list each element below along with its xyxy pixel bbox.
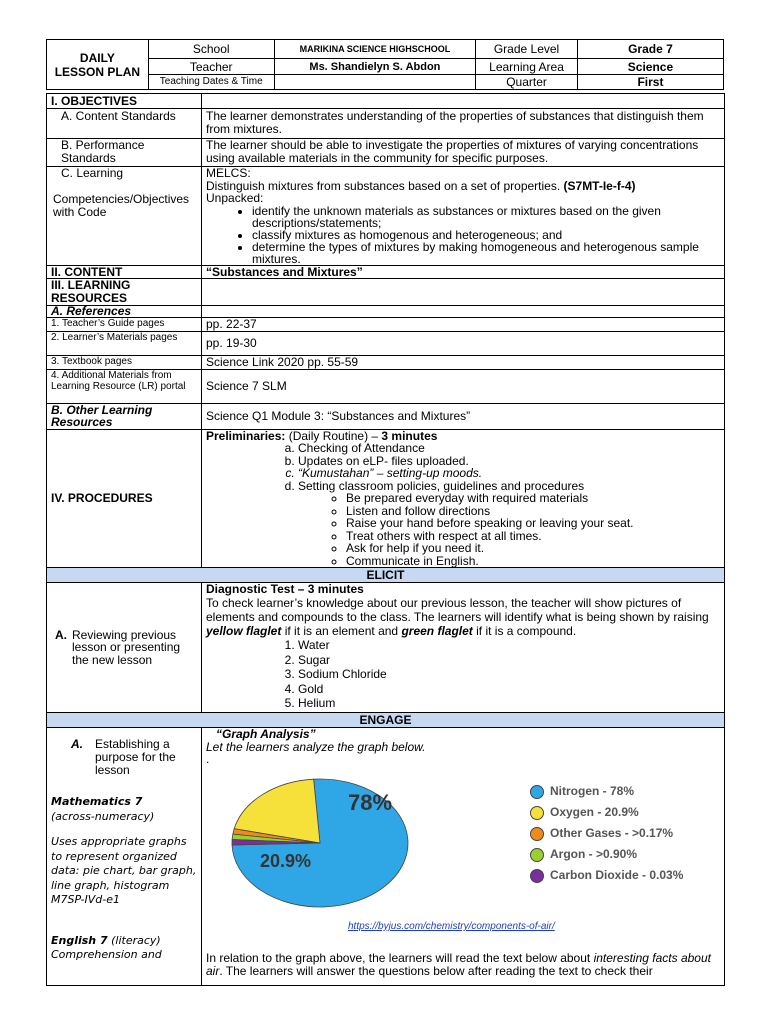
yellow-flaglet: yellow flaglet [206, 624, 282, 638]
legend-swatch [530, 869, 544, 883]
engage-label-text: Establishing a purpose for the lesson [95, 737, 176, 777]
source-link[interactable]: https://byjus.com/chemistry/components-of-air/ [348, 921, 555, 932]
english-sub: (literacy) [107, 933, 161, 947]
prelim-text: (Daily Routine) – [285, 428, 382, 443]
policy-list [298, 492, 720, 567]
dates-value [274, 75, 475, 90]
prelim-time: 3 minutes [381, 428, 438, 443]
pie-label-nitrogen: 78% [348, 790, 393, 815]
prelim-step: c. “Kumustahan” – setting-up moods. [298, 467, 720, 480]
legend-swatch [530, 827, 544, 841]
prelim-step [298, 480, 720, 568]
textbook-value: Science Link 2020 pp. 55-59 [202, 355, 725, 369]
unpacked-label: Unpacked: [206, 191, 264, 205]
lr-label: 4. Additional Materials from Learning Resource (LR) portal [47, 369, 202, 403]
elicit-text-2: if it is an element and [281, 624, 402, 638]
unpacked-item: • determine the types of mixtures by making homogeneous and heterogenous sample mixtures. [252, 241, 720, 265]
grade-label: Grade Level [476, 40, 578, 59]
content-standards-text: The learner demonstrates understanding of the properties of substances that distinguish them from mixtures. [202, 109, 725, 139]
dates-label: Teaching Dates & Time [148, 75, 274, 90]
elicit-label-text: Reviewing previous lesson or presenting the new lesson [72, 627, 181, 667]
diagnostic-item: 4. Gold [298, 682, 720, 697]
textbook-label: 3. Textbook pages [47, 355, 202, 369]
legend-item [530, 802, 683, 823]
resources-blank [202, 278, 725, 305]
diagnostic-item: 5. Helium [298, 696, 720, 711]
english-title: English 7 [51, 933, 108, 947]
legend-label: Argon - >0.90% [550, 847, 638, 862]
legend-swatch [530, 806, 544, 820]
teacher-label: Teacher [148, 59, 274, 75]
content-value: “Substances and Mixtures” [202, 265, 725, 278]
after-text-2: . The learners will answer the questions below after reading the text to check their [219, 964, 653, 978]
procedures-heading: IV. PROCEDURES [47, 429, 202, 568]
diagnostic-title: Diagnostic Test – 3 minutes [206, 582, 364, 596]
content-heading: II. CONTENT [47, 265, 202, 278]
legend-swatch [530, 848, 544, 862]
lesson-plan-table [46, 93, 725, 986]
diagnostic-item: 1. Water [298, 638, 720, 653]
resources-heading: III. LEARNING RESOURCES [47, 278, 202, 305]
math-text: Uses appropriate graphs to represent organized data: pie chart, bar graph, line graph, histogram M7SP-IVd-e1 [51, 835, 197, 906]
references-blank [202, 305, 725, 317]
math-sub: (across-numeracy) [51, 809, 155, 823]
diagnostic-item: 2. Sugar [298, 653, 720, 668]
pie-chart-area [230, 775, 730, 910]
math-title: Mathematics 7 [51, 795, 143, 808]
quarter-label: Quarter [476, 75, 578, 90]
green-flaglet: green flaglet [401, 624, 473, 638]
unpacked-item: • identify the unknown materials as substances or mixtures based on the given descriptions/statements; [252, 205, 720, 229]
melcs-label: MELCS: [206, 166, 251, 180]
header-table [46, 39, 724, 90]
teacher-value: Ms. Shandielyn S. Abdon [274, 59, 475, 75]
legend-item [530, 865, 683, 886]
content-standards-label: A. Content Standards [47, 109, 202, 139]
lm-label: 2. Learner’s Materials pages [47, 331, 202, 355]
lr-value: Science 7 SLM [202, 369, 725, 403]
prelim-step-text: Setting classroom policies, guidelines and procedures [298, 478, 585, 493]
school-label: School [148, 40, 274, 59]
after-text-1: In relation to the graph above, the learners will read the text below about [206, 951, 594, 965]
unpacked-list [206, 205, 720, 265]
prelim-label: Preliminaries: [206, 428, 286, 443]
school-value: MARIKINA SCIENCE HIGHSCHOOL [274, 40, 475, 59]
diagnostic-item: 3. Sodium Chloride [298, 667, 720, 682]
objectives-blank [202, 94, 725, 109]
policy-item: ◦ Ask for help if you need it. [346, 542, 720, 555]
engage-label-a: A. [71, 737, 83, 751]
learning-comp-label-b: Competencies/Objectives with Code [53, 192, 190, 219]
objectives-heading: I. OBJECTIVES [47, 94, 202, 109]
legend-label: Nitrogen - 78% [550, 784, 635, 799]
area-label: Learning Area [476, 59, 578, 75]
legend-item [530, 823, 683, 844]
english-text: Comprehension and [51, 948, 162, 961]
after-italic: interesting facts about air [206, 951, 711, 978]
pie-legend [530, 781, 683, 886]
performance-standards-label: B. Performance Standards [47, 139, 202, 167]
other-resources-value: Science Q1 Module 3: “Substances and Mixtures” [202, 403, 725, 429]
prelim-step: b. Updates on eLP- files uploaded. [298, 455, 720, 468]
pie-label-oxygen: 20.9% [260, 851, 312, 871]
legend-label: Carbon Dioxide - 0.03% [550, 868, 684, 883]
melcs-text: Distinguish mixtures from substances based on a set of properties. [206, 178, 561, 193]
elicit-text-3: if it is a compound. [472, 624, 577, 638]
quarter-value: First [577, 75, 723, 90]
policy-item: ◦ Treat others with respect at all times. [346, 530, 720, 543]
pie-chart [230, 775, 410, 910]
legend-swatch [530, 785, 544, 799]
learning-comp-label-a: C. Learning [61, 166, 124, 180]
engage-band: ENGAGE [47, 713, 725, 728]
prelim-steps [206, 442, 720, 567]
graph-dot: . [206, 752, 210, 766]
tg-value: pp. 22-37 [202, 317, 725, 331]
graph-instruction: Let the learners analyze the graph below. [206, 739, 426, 754]
graph-title: “Graph Analysis” [216, 727, 316, 741]
elicit-label-a: A. [55, 627, 67, 642]
prelim-step: a. Checking of Attendance [298, 442, 720, 455]
elicit-text-1: To check learner’s knowledge about our previous lesson, the teacher will show pictures of elements and compounds to the class. The learners will identify what is being shown by raising [206, 596, 709, 624]
other-resources-label: B. Other Learning Resources [47, 403, 202, 429]
legend-item [530, 781, 683, 802]
legend-label: Oxygen - 20.9% [550, 805, 639, 820]
legend-item [530, 844, 683, 865]
policy-item: ◦ Be prepared everyday with required materials [346, 492, 720, 505]
area-value: Science [577, 59, 723, 75]
lm-value: pp. 19-30 [202, 331, 725, 355]
dlp-title: DAILY LESSON PLAN [47, 40, 149, 90]
policy-item: ◦ Raise your hand before speaking or leaving your seat. [346, 517, 720, 530]
performance-standards-text: The learner should be able to investigate the properties of mixtures of varying concentrations using available materials in the community for specific purposes. [202, 139, 725, 167]
references-label: A. References [47, 305, 202, 317]
tg-label: 1. Teacher’s Guide pages [47, 317, 202, 331]
legend-label: Other Gases - >0.17% [550, 826, 674, 841]
grade-value: Grade 7 [577, 40, 723, 59]
diagnostic-items [206, 638, 720, 711]
policy-item: ◦ Listen and follow directions [346, 505, 720, 518]
melcs-code: (S7MT-Ie-f-4) [563, 178, 636, 193]
policy-item: ◦ Communicate in English. [346, 555, 720, 568]
elicit-band: ELICIT [47, 568, 725, 583]
unpacked-item: • classify mixtures as homogenous and heterogeneous; and [252, 229, 720, 241]
